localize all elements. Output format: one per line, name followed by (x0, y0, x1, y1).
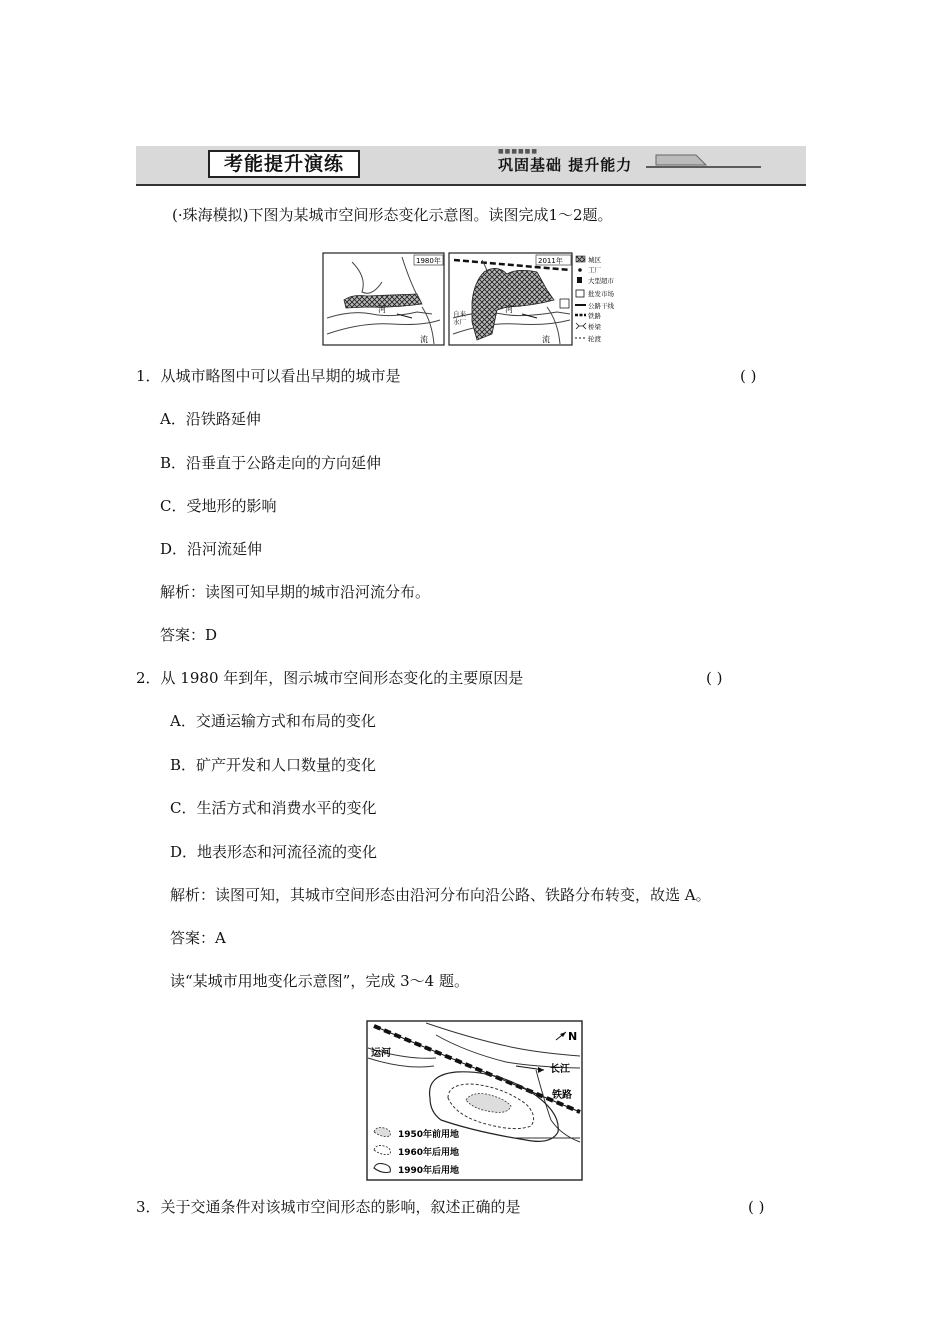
canal-label: 运河 (371, 1048, 391, 1059)
legend-bridge-icon (576, 323, 586, 329)
banner-subtitle: 巩固基础 提升能力 (498, 156, 633, 174)
svg-text:1990年后用地: 1990年后用地 (398, 1166, 460, 1176)
svg-text:批发市场: 批发市场 (588, 290, 614, 298)
legend-urban-icon (576, 256, 585, 262)
intro-2: 读“某城市用地变化示意图”，完成 3～4 题。 (170, 972, 469, 990)
q1-answer: 答案：D (160, 626, 218, 644)
river-label-b: 流 (420, 335, 428, 344)
svg-text:大型超市: 大型超市 (588, 277, 614, 285)
svg-text:水厂: 水厂 (453, 318, 466, 326)
svg-text:轮渡: 轮渡 (588, 335, 601, 343)
year-2011-label: 2011年 (538, 257, 563, 265)
yangtze-label: 长江 (550, 1064, 570, 1075)
banner-title: 考能提升演练 (208, 150, 360, 178)
q2-answer: 答案：A (170, 929, 226, 947)
legend-supermarket-icon (577, 277, 582, 283)
q1-answer-blank: ( ) (740, 367, 757, 385)
svg-text:1960年后用地: 1960年后用地 (398, 1148, 460, 1158)
svg-text:铁路: 铁路 (588, 312, 601, 320)
q3-stem: 3．关于交通条件对该城市空间形态的影响，叙述正确的是 (136, 1198, 521, 1216)
river-label-a: 河 (378, 305, 386, 314)
section-banner (136, 146, 806, 186)
waterworks-label: 自来 (453, 310, 466, 318)
q1-option-a: A．沿铁路延伸 (160, 410, 261, 428)
svg-text:工厂: 工厂 (588, 266, 601, 274)
city-land-use-map (366, 1020, 584, 1182)
q2-option-d: D．地表形态和河流径流的变化 (170, 843, 378, 861)
q1-stem: 1．从城市略图中可以看出早期的城市是 (136, 367, 401, 385)
svg-text:城区: 城区 (588, 256, 601, 264)
q3-answer-blank: ( ) (748, 1198, 765, 1216)
q2-option-a: A．交通运输方式和布局的变化 (170, 712, 376, 730)
svg-text:1950年前用地: 1950年前用地 (398, 1130, 460, 1140)
map-1-legend (575, 255, 615, 343)
legend-wholesale-icon (576, 290, 584, 297)
q1-option-b: B．沿垂直于公路走向的方向延伸 (160, 454, 382, 472)
svg-text:桥梁: 桥梁 (588, 323, 601, 331)
railway-label: 铁路 (552, 1090, 572, 1101)
river-label-b-2011: 流 (542, 335, 550, 344)
year-1980-label: 1980年 (416, 257, 441, 265)
q2-option-c: C．生活方式和消费水平的变化 (170, 799, 377, 817)
q2-analysis: 解析：读图可知，其城市空间形态由沿河分布向沿公路、铁路分布转变，故选 A。 (170, 886, 711, 904)
q1-analysis: 解析：读图可知早期的城市沿河流分布。 (160, 583, 431, 601)
city-form-change-map (322, 252, 632, 348)
river-label-a-2011: 河 (505, 305, 513, 314)
intro-1: (·珠海模拟)下图为某城市空间形态变化示意图。读图完成1～2题。 (172, 206, 613, 224)
legend-factory-icon (578, 268, 582, 272)
banner-dots: ■■■■■■ (498, 148, 539, 155)
q1-option-c: C．受地形的影响 (160, 497, 277, 515)
banner-arrow-decoration (636, 153, 806, 173)
q1-option-d: D．沿河流延伸 (160, 540, 263, 558)
q2-answer-blank: ( ) (706, 669, 723, 687)
svg-text:公路干线: 公路干线 (588, 302, 614, 310)
q2-option-b: B．矿产开发和人口数量的变化 (170, 756, 377, 774)
q2-stem: 2．从 1980 年到年，图示城市空间形态变化的主要原因是 (136, 669, 524, 687)
wholesale-market-icon (560, 299, 569, 308)
north-label: N (568, 1030, 578, 1043)
